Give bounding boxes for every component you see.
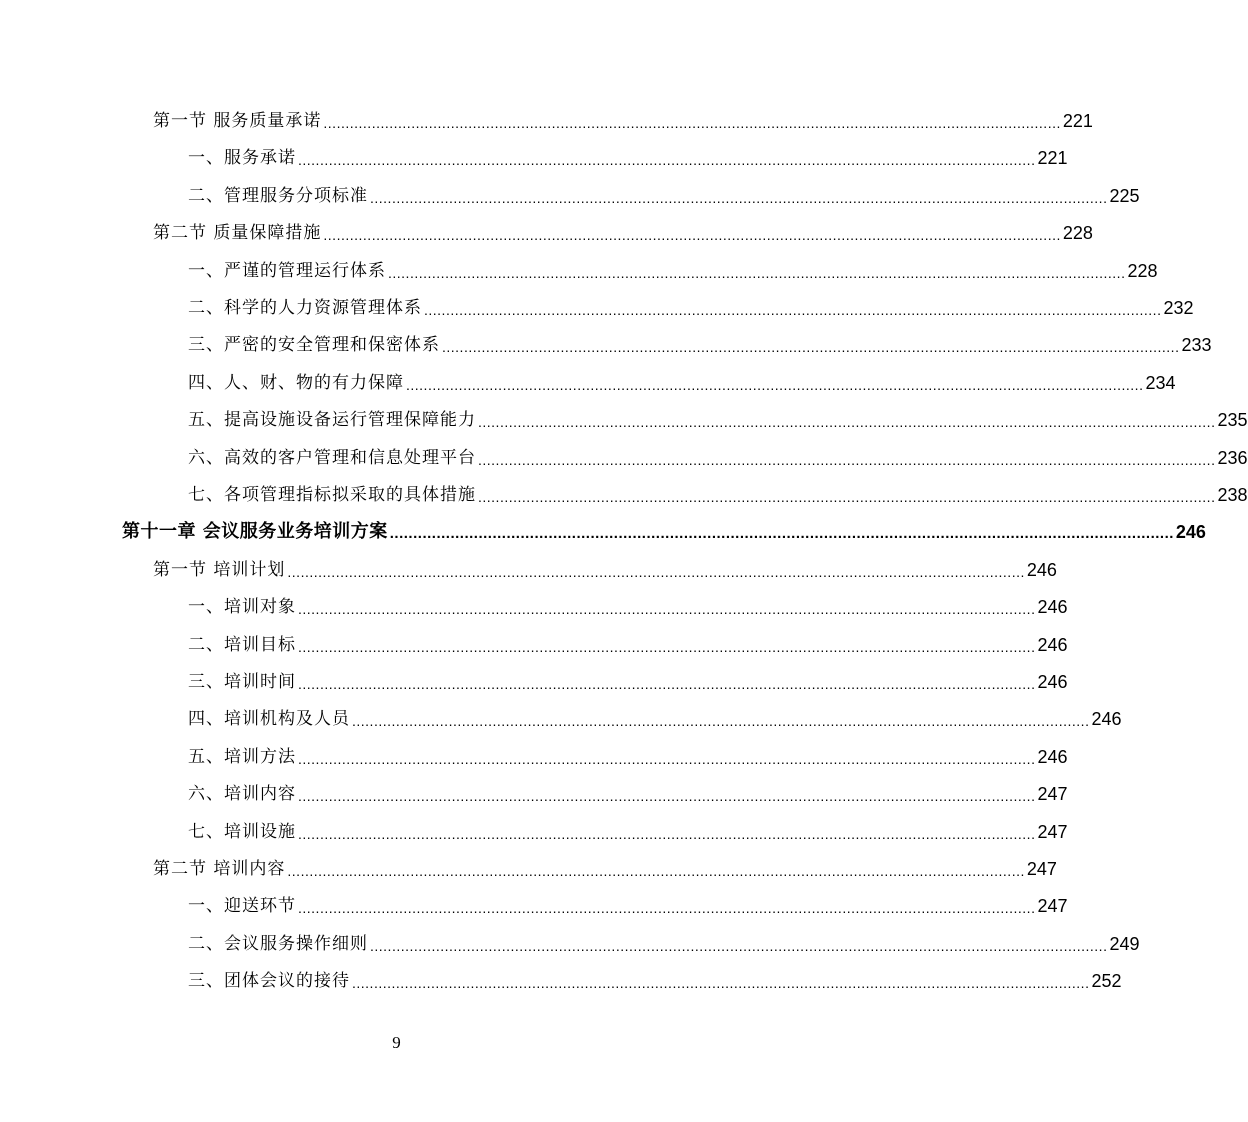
toc-entry[interactable]	[188, 440, 1248, 470]
toc-entry-title: 一、服务承诺	[188, 148, 296, 169]
toc-entry-title: 二、培训目标	[188, 634, 296, 655]
toc-entry-title: 三、严密的安全管理和保密体系	[188, 335, 440, 356]
toc-entry[interactable]	[188, 926, 1140, 956]
toc-entry-title: 一、严谨的管理运行体系	[188, 260, 386, 281]
toc-entry[interactable]	[188, 963, 1122, 993]
toc-page-number: 228	[1127, 260, 1158, 281]
toc-page-number: 246	[1026, 559, 1057, 580]
toc-entry[interactable]	[153, 851, 1057, 881]
toc-page-number: 247	[1026, 859, 1057, 879]
toc-leader-dots: ........................................................................................................................................................................	[389, 525, 1174, 543]
toc-entry[interactable]	[188, 140, 1068, 170]
toc-leader-dots: ........................................................................................................................................................................	[370, 937, 1108, 954]
toc-leader-dots: ........................................................................................................................................................................	[478, 489, 1216, 505]
toc-leader-dots: ........................................................................................................................................................................	[352, 975, 1090, 992]
toc-leader-dots: ........................................................................................................................................................................	[388, 264, 1126, 281]
toc-leader-dots: ........................................................................................................................................................................	[298, 601, 1036, 618]
toc-entry-title: 二、科学的人力资源管理体系	[188, 298, 422, 318]
toc-page-number: 246	[1037, 634, 1068, 655]
page-number: 9	[392, 1033, 401, 1052]
toc-leader-dots: ........................................................................................................................................................................	[298, 638, 1036, 655]
toc-leader-dots: ........................................................................................................................................................................	[406, 376, 1144, 393]
toc-entry[interactable]	[188, 365, 1176, 395]
toc-entry[interactable]	[188, 253, 1158, 283]
toc-entry-title: 三、团体会议的接待	[188, 971, 350, 992]
toc-entry[interactable]	[188, 776, 1068, 806]
toc-page-number: 246	[1175, 522, 1206, 543]
toc-entry[interactable]	[153, 552, 1057, 582]
toc-leader-dots: ........................................................................................................................................................................	[478, 414, 1216, 431]
toc-page-number: 247	[1037, 821, 1068, 842]
toc-entry-title: 四、人、财、物的有力保障	[188, 372, 404, 393]
toc-page-number: 246	[1037, 746, 1068, 767]
toc-leader-dots: ........................................................................................................................................................................	[298, 900, 1036, 917]
toc-page-number: 249	[1109, 933, 1140, 954]
toc-entry[interactable]	[188, 739, 1068, 769]
toc-entry[interactable]	[188, 402, 1248, 432]
toc-page-number: 234	[1145, 372, 1176, 393]
toc-leader-dots: ........................................................................................................................................................................	[424, 302, 1162, 318]
toc-page-number: 228	[1062, 223, 1093, 244]
toc-page-number: 233	[1181, 335, 1212, 356]
toc-page-number: 225	[1109, 185, 1140, 206]
toc-leader-dots: ........................................................................................................................................................................	[370, 189, 1108, 206]
toc-entry[interactable]	[153, 103, 1093, 133]
toc-entry-title: 四、培训机构及人员	[188, 709, 350, 730]
toc-entry[interactable]	[188, 327, 1212, 357]
toc-entry-title: 五、培训方法	[188, 746, 296, 767]
toc-entry-title: 第一节 培训计划	[153, 559, 286, 580]
toc-entry[interactable]	[153, 215, 1093, 245]
toc-entry-title: 七、各项管理指标拟采取的具体措施	[188, 485, 476, 505]
toc-page-number: 238	[1217, 485, 1248, 505]
toc-page-number: 246	[1091, 709, 1122, 730]
toc-entry-title: 六、培训内容	[188, 784, 296, 805]
toc-entry-title: 七、培训设施	[188, 821, 296, 842]
toc-page-number: 252	[1091, 971, 1122, 992]
toc-entry[interactable]	[188, 888, 1068, 918]
toc-leader-dots: ........................................................................................................................................................................	[287, 563, 1025, 580]
toc-page-number: 236	[1217, 447, 1248, 468]
toc-page-number: 246	[1037, 597, 1068, 618]
toc-entry-title: 第一节 服务质量承诺	[153, 111, 322, 131]
toc-leader-dots: ........................................................................................................................................................................	[298, 152, 1036, 169]
toc-page-number: 235	[1217, 410, 1248, 431]
toc-entry-title: 二、管理服务分项标准	[188, 185, 368, 206]
toc-entry[interactable]	[188, 664, 1068, 694]
toc-entry-title: 一、迎送环节	[188, 896, 296, 917]
toc-page-number: 246	[1037, 672, 1068, 692]
toc-entry-title: 三、培训时间	[188, 672, 296, 692]
toc-leader-dots: ........................................................................................................................................................................	[323, 115, 1061, 131]
toc-entry[interactable]	[188, 627, 1068, 657]
toc-entry[interactable]	[188, 701, 1122, 731]
toc-page-number: 221	[1037, 148, 1068, 169]
toc-leader-dots: ........................................................................................................................................................................	[298, 788, 1036, 805]
toc-leader-dots: ........................................................................................................................................................................	[298, 825, 1036, 842]
toc-leader-dots: ........................................................................................................................................................................	[298, 676, 1036, 692]
toc-entry-title: 一、培训对象	[188, 597, 296, 618]
toc-entry[interactable]	[188, 814, 1068, 844]
toc-entry-title: 第二节 培训内容	[153, 859, 286, 879]
toc-page-number: 232	[1163, 298, 1194, 318]
toc-leader-dots: ........................................................................................................................................................................	[478, 451, 1216, 468]
toc-entry-title: 第二节 质量保障措施	[153, 223, 322, 244]
toc-leader-dots: ........................................................................................................................................................................	[298, 750, 1036, 767]
toc-entry-title: 五、提高设施设备运行管理保障能力	[188, 410, 476, 431]
toc-leader-dots: ........................................................................................................................................................................	[352, 713, 1090, 730]
toc-entry-title: 二、会议服务操作细则	[188, 933, 368, 954]
toc-leader-dots: ........................................................................................................................................................................	[323, 227, 1061, 244]
toc-chapter-entry[interactable]	[122, 514, 1206, 544]
toc-entry-title: 第十一章 会议服务业务培训方案	[122, 521, 388, 543]
toc-page-number: 221	[1062, 111, 1093, 131]
toc-entry[interactable]	[188, 290, 1194, 320]
toc-page-number: 247	[1037, 784, 1068, 805]
toc-entry-title: 六、高效的客户管理和信息处理平台	[188, 447, 476, 468]
toc-entry[interactable]	[188, 589, 1068, 619]
toc-leader-dots: ........................................................................................................................................................................	[442, 339, 1180, 356]
toc-leader-dots: ........................................................................................................................................................................	[287, 863, 1025, 879]
toc-entry[interactable]	[188, 477, 1248, 507]
toc-entry[interactable]	[188, 178, 1140, 208]
toc-page-number: 247	[1037, 896, 1068, 917]
